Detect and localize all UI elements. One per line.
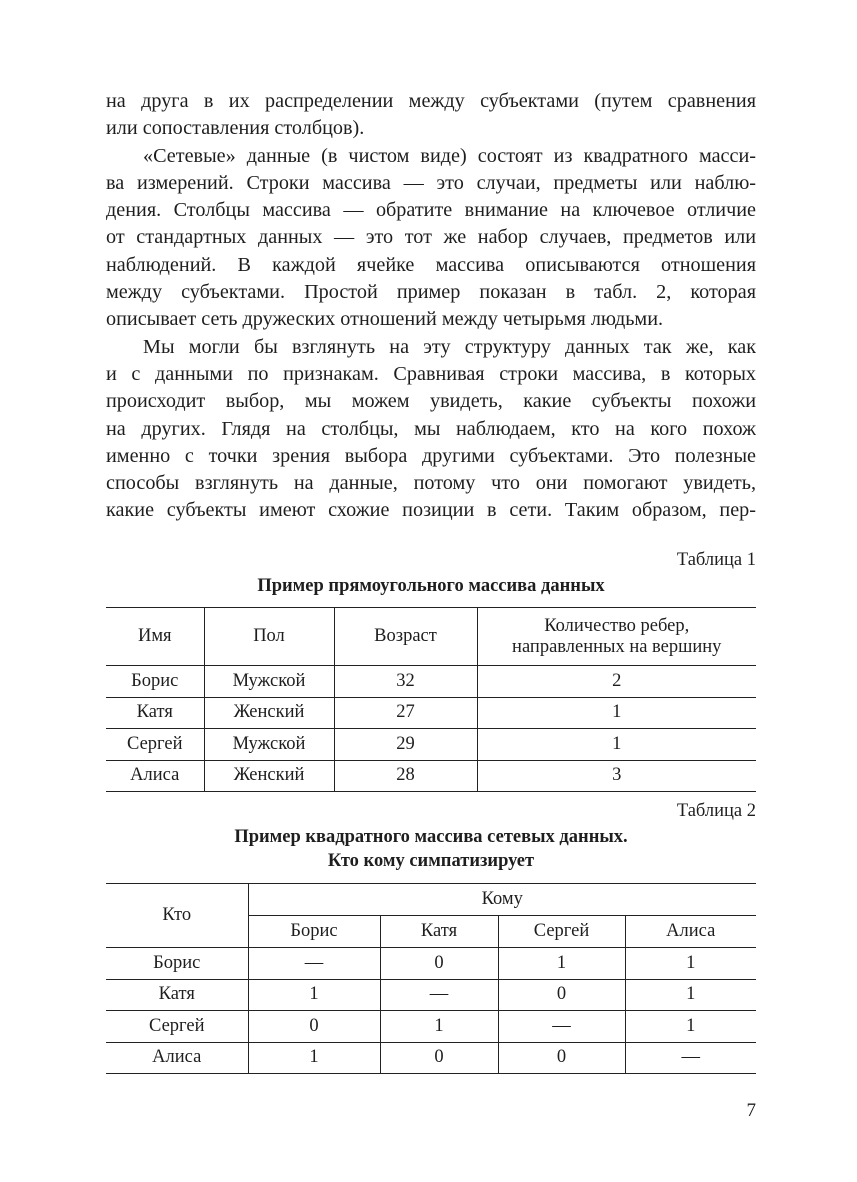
cell: Катя xyxy=(106,979,248,1011)
table-row xyxy=(106,948,756,980)
table-header-row xyxy=(106,884,756,916)
cell: 0 xyxy=(498,1042,625,1074)
column-header: Пол xyxy=(204,608,334,666)
text-line: происходит выбор, мы можем увидеть, какие субъекты похожи xyxy=(106,390,756,413)
cell: — xyxy=(380,979,498,1011)
cell: Сергей xyxy=(106,729,204,761)
cell: Алиса xyxy=(106,760,204,792)
page-number: 7 xyxy=(746,1100,756,1121)
cell: 1 xyxy=(477,697,756,729)
column-group-header: Кому xyxy=(248,884,756,916)
text-line: от стандартных данных — это тот же набор случаев, предметов или xyxy=(106,226,756,249)
cell: 2 xyxy=(477,666,756,698)
cell: Катя xyxy=(106,697,204,729)
text-line: дения. Столбцы массива — обратите внимание на ключевое отличие xyxy=(106,199,756,222)
cell: — xyxy=(498,1011,625,1043)
cell: 0 xyxy=(380,948,498,980)
column-header: Возраст xyxy=(334,608,477,666)
table-row xyxy=(106,697,756,729)
text-line: способы взглянуть на данные, потому что они помогают увидеть, xyxy=(106,472,756,495)
cell: 1 xyxy=(625,1011,756,1043)
table-row xyxy=(106,666,756,698)
table-header-row xyxy=(106,608,756,666)
column-header: Катя xyxy=(380,916,498,948)
text-line: «Сетевые» данные (в чистом виде) состоят из квадратного масси- xyxy=(143,144,756,167)
cell: Борис xyxy=(106,666,204,698)
column-header: Алиса xyxy=(625,916,756,948)
column-header xyxy=(477,608,756,666)
cell: 1 xyxy=(625,948,756,980)
header-line: направленных на вершину xyxy=(512,636,722,657)
row-header-who: Кто xyxy=(106,884,248,948)
text-line: на других. Глядя на столбцы, мы наблюдаем, кто на кого похож xyxy=(106,417,756,440)
cell: Мужской xyxy=(204,666,334,698)
text-line: ва измерений. Строки массива — это случаи, предметы или наблю- xyxy=(106,171,756,194)
text-line: какие субъекты имеют схожие позиции в сети. Таким образом, пер- xyxy=(106,499,756,522)
cell: Женский xyxy=(204,697,334,729)
cell: — xyxy=(248,948,380,980)
table-row xyxy=(106,1042,756,1074)
cell: Сергей xyxy=(106,1011,248,1043)
cell: 1 xyxy=(477,729,756,761)
cell: 1 xyxy=(248,979,380,1011)
cell: 0 xyxy=(248,1011,380,1043)
text-line: описывает сеть дружеских отношений между четырьмя людьми. xyxy=(106,308,664,331)
column-header: Сергей xyxy=(498,916,625,948)
text-line: между субъектами. Простой пример показан в табл. 2, которая xyxy=(106,281,756,304)
text-line: именно с точки зрения выбора другими субъектами. Это полезные xyxy=(106,444,756,467)
table-row xyxy=(106,729,756,761)
text-line: наблюдений. В каждой ячейке массива описываются отношения xyxy=(106,253,756,276)
cell: Борис xyxy=(106,948,248,980)
column-header: Имя xyxy=(106,608,204,666)
cell: Мужской xyxy=(204,729,334,761)
cell: Женский xyxy=(204,760,334,792)
text-line: Мы могли бы взглянуть на эту структуру данных так же, как xyxy=(143,335,756,358)
cell: 1 xyxy=(498,948,625,980)
header-line: Количество ребер, xyxy=(544,615,690,636)
table2-title-line1: Пример квадратного массива сетевых данных. xyxy=(234,827,628,847)
table2-title-line2: Кто кому симпатизирует xyxy=(327,851,535,871)
table-row xyxy=(106,1011,756,1043)
column-header: Борис xyxy=(248,916,380,948)
cell: 0 xyxy=(498,979,625,1011)
paragraph-1 xyxy=(106,88,756,143)
cell: Алиса xyxy=(106,1042,248,1074)
cell: 29 xyxy=(334,729,477,761)
table-row xyxy=(106,760,756,792)
table1 xyxy=(106,607,756,792)
table1-label: Таблица 1 xyxy=(676,550,756,570)
cell: 1 xyxy=(248,1042,380,1074)
text-line: на друга в их распределении между субъектами (путем сравнения xyxy=(106,90,756,112)
cell: — xyxy=(625,1042,756,1074)
text-line: и с данными по признакам. Сравнивая строки массива, в которых xyxy=(106,362,756,385)
text-line: или сопоставления столбцов). xyxy=(106,117,365,140)
table2 xyxy=(106,883,756,1074)
cell: 3 xyxy=(477,760,756,792)
cell: 28 xyxy=(334,760,477,792)
cell: 0 xyxy=(380,1042,498,1074)
paragraph-3 xyxy=(106,334,756,525)
cell: 1 xyxy=(625,979,756,1011)
page-content xyxy=(106,88,756,1068)
cell: 27 xyxy=(334,697,477,729)
cell: 1 xyxy=(380,1011,498,1043)
table1-title: Пример прямоугольного массива данных xyxy=(257,576,605,596)
paragraph-2 xyxy=(106,143,756,334)
table-row xyxy=(106,979,756,1011)
cell: 32 xyxy=(334,666,477,698)
table2-label: Таблица 2 xyxy=(676,801,756,821)
